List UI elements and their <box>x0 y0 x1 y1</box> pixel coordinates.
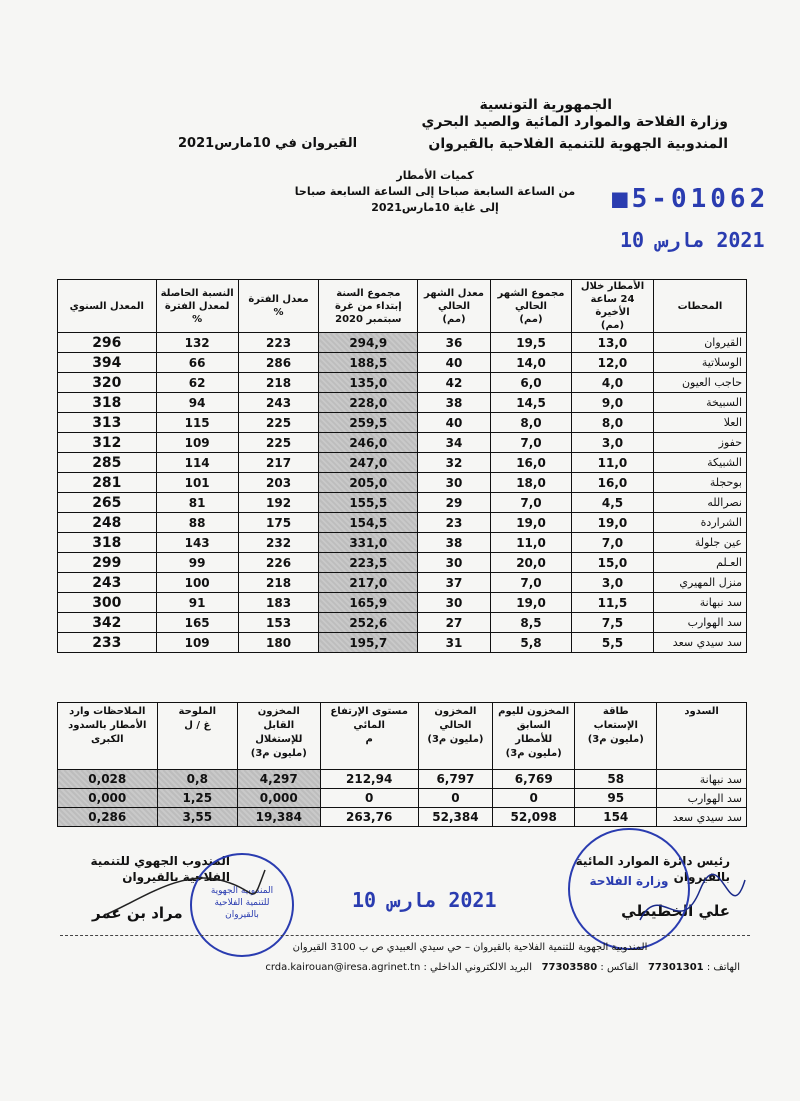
annual-avg-cell: 394 <box>58 353 157 373</box>
date-stamp-bottom: 2021 مارس 10 <box>352 888 497 912</box>
period-avg-cell: 286 <box>238 353 319 373</box>
year-total-cell: 247,0 <box>319 453 418 473</box>
month-avg-cell: 37 <box>418 573 491 593</box>
rainfall-row <box>58 533 747 553</box>
rainfall-header-row <box>58 280 747 333</box>
header-level: مستوى الإرتفاع المائي م <box>320 703 418 770</box>
ratio-cell: 99 <box>156 553 238 573</box>
ratio-cell: 94 <box>156 393 238 413</box>
dams-header-row <box>58 703 747 770</box>
salinity-cell: 0,8 <box>157 770 238 789</box>
salinity-cell: 3,55 <box>157 808 238 827</box>
right-handwritten-signature <box>630 860 750 950</box>
city-date: القيروان في 10مارس2021 <box>178 136 358 151</box>
rain24-cell: 3,0 <box>572 573 654 593</box>
rainfall-row <box>58 593 747 613</box>
rain24-cell: 16,0 <box>572 473 654 493</box>
footer-divider <box>60 935 750 936</box>
annual-avg-cell: 248 <box>58 513 157 533</box>
reference-number-stamp: ■5-01062 <box>612 184 770 214</box>
annual-avg-cell: 285 <box>58 453 157 473</box>
current-storage-cell: 52,384 <box>418 808 492 827</box>
month-avg-cell: 32 <box>418 453 491 473</box>
header-current-storage: المخزون الحالي (مليون م3) <box>418 703 492 770</box>
rain24-cell: 15,0 <box>572 553 654 573</box>
annual-avg-cell: 299 <box>58 553 157 573</box>
level-cell: 0 <box>320 789 418 808</box>
header-dams: السدود <box>657 703 747 770</box>
header-month-avg: معدل الشهر الحالي (مم) <box>418 280 491 333</box>
inflow-cell: 0,028 <box>58 770 158 789</box>
rainfall-row <box>58 413 747 433</box>
footer-email-label: البريد الالكتروني الداخلي : <box>423 962 533 973</box>
month-total-cell: 19,5 <box>490 333 571 353</box>
office-title: المندوبية الجهوية للتنمية الفلاحية بالقيروان <box>428 136 728 152</box>
ratio-cell: 101 <box>156 473 238 493</box>
year-total-cell: 155,5 <box>319 493 418 513</box>
current-storage-cell: 0 <box>418 789 492 808</box>
month-total-cell: 18,0 <box>490 473 571 493</box>
period-avg-cell: 217 <box>238 453 319 473</box>
month-total-cell: 20,0 <box>490 553 571 573</box>
footer-address: المندوبية الجهوية للتنمية الفلاحية بالقيروان – حي سيدي العبيدي ص ب 3100 القيروان <box>292 942 648 953</box>
month-avg-cell: 30 <box>418 473 491 493</box>
month-total-cell: 14,5 <box>490 393 571 413</box>
rainfall-row <box>58 513 747 533</box>
ratio-cell: 132 <box>156 333 238 353</box>
period-avg-cell: 232 <box>238 533 319 553</box>
prev-storage-cell: 6,769 <box>493 770 575 789</box>
month-avg-cell: 36 <box>418 333 491 353</box>
usable-storage-cell: 0,000 <box>238 789 320 808</box>
month-total-cell: 11,0 <box>490 533 571 553</box>
rainfall-row <box>58 493 747 513</box>
rain24-cell: 7,0 <box>572 533 654 553</box>
period-avg-cell: 218 <box>238 373 319 393</box>
rain24-cell: 19,0 <box>572 513 654 533</box>
period-avg-cell: 225 <box>238 433 319 453</box>
annual-avg-cell: 342 <box>58 613 157 633</box>
header-notes: الملاحظات وارد الأمطار بالسدود الكبرى <box>58 703 158 770</box>
rain24-cell: 8,0 <box>572 413 654 433</box>
period-avg-cell: 243 <box>238 393 319 413</box>
right-signature-title: رئيس دائرة الموارد المائية <box>575 854 730 868</box>
dam-row <box>58 770 747 789</box>
dam-row <box>58 789 747 808</box>
header-ratio: النسبة الحاصلة لمعدل الفترة % <box>156 280 238 333</box>
station-cell: نصرالله <box>653 493 746 513</box>
header-salinity: الملوحة غ / ل <box>157 703 238 770</box>
month-total-cell: 7,0 <box>490 573 571 593</box>
period-avg-cell: 180 <box>238 633 319 653</box>
footer-fax-label: الفاكس : <box>600 962 639 973</box>
header-usable-storage: المخزون القابل للإستغلال (مليون م3) <box>238 703 320 770</box>
title-line-3: إلى غاية 10مارس2021 <box>371 201 499 214</box>
month-avg-cell: 27 <box>418 613 491 633</box>
month-avg-cell: 40 <box>418 413 491 433</box>
month-avg-cell: 34 <box>418 433 491 453</box>
footer-contact <box>265 962 740 973</box>
month-total-cell: 7,0 <box>490 493 571 513</box>
annual-avg-cell: 281 <box>58 473 157 493</box>
rain24-cell: 5,5 <box>572 633 654 653</box>
year-total-cell: 228,0 <box>319 393 418 413</box>
rainfall-row <box>58 473 747 493</box>
salinity-cell: 1,25 <box>157 789 238 808</box>
rain24-cell: 3,0 <box>572 433 654 453</box>
ratio-cell: 165 <box>156 613 238 633</box>
station-cell: العـلم <box>653 553 746 573</box>
dam-name-cell: سد سيدي سعد <box>657 808 747 827</box>
year-total-cell: 195,7 <box>319 633 418 653</box>
year-total-cell: 259,5 <box>319 413 418 433</box>
month-avg-cell: 30 <box>418 593 491 613</box>
current-storage-cell: 6,797 <box>418 770 492 789</box>
ratio-cell: 81 <box>156 493 238 513</box>
rainfall-row <box>58 373 747 393</box>
prev-storage-cell: 0 <box>493 789 575 808</box>
title-line-1: كميات الأمطار <box>396 169 474 182</box>
usable-storage-cell: 4,297 <box>238 770 320 789</box>
annual-avg-cell: 296 <box>58 333 157 353</box>
right-stamp-text: وزارة الفلاحة <box>589 874 669 888</box>
month-total-cell: 14,0 <box>490 353 571 373</box>
header-stations: المحطات <box>653 280 746 333</box>
rain24-cell: 11,0 <box>572 453 654 473</box>
inflow-cell: 0,000 <box>58 789 158 808</box>
rain24-cell: 4,0 <box>572 373 654 393</box>
header-capacity: طاقة الإستعاب (مليون م3) <box>575 703 657 770</box>
rain24-cell: 9,0 <box>572 393 654 413</box>
month-total-cell: 16,0 <box>490 453 571 473</box>
capacity-cell: 58 <box>575 770 657 789</box>
ratio-cell: 109 <box>156 433 238 453</box>
usable-storage-cell: 19,384 <box>238 808 320 827</box>
annual-avg-cell: 243 <box>58 573 157 593</box>
ratio-cell: 109 <box>156 633 238 653</box>
month-total-cell: 5,8 <box>490 633 571 653</box>
rainfall-row <box>58 633 747 653</box>
station-cell: منزل المهيري <box>653 573 746 593</box>
right-signature-name: علي الخطيطي <box>621 902 730 920</box>
annual-avg-cell: 265 <box>58 493 157 513</box>
rainfall-row <box>58 333 747 353</box>
station-cell: العلا <box>653 413 746 433</box>
header-month-total: مجموع الشهر الحالي (مم) <box>490 280 571 333</box>
year-total-cell: 294,9 <box>319 333 418 353</box>
station-cell: الشراردة <box>653 513 746 533</box>
capacity-cell: 154 <box>575 808 657 827</box>
year-total-cell: 135,0 <box>319 373 418 393</box>
month-avg-cell: 23 <box>418 513 491 533</box>
month-avg-cell: 30 <box>418 553 491 573</box>
month-total-cell: 8,5 <box>490 613 571 633</box>
rain24-cell: 11,5 <box>572 593 654 613</box>
year-total-cell: 223,5 <box>319 553 418 573</box>
rainfall-row <box>58 613 747 633</box>
station-cell: السبيخة <box>653 393 746 413</box>
month-avg-cell: 40 <box>418 353 491 373</box>
annual-avg-cell: 233 <box>58 633 157 653</box>
period-avg-cell: 183 <box>238 593 319 613</box>
rain24-cell: 7,5 <box>572 613 654 633</box>
annual-avg-cell: 312 <box>58 433 157 453</box>
month-avg-cell: 42 <box>418 373 491 393</box>
station-cell: القيروان <box>653 333 746 353</box>
month-avg-cell: 29 <box>418 493 491 513</box>
ratio-cell: 91 <box>156 593 238 613</box>
period-avg-cell: 225 <box>238 413 319 433</box>
annual-avg-cell: 318 <box>58 393 157 413</box>
station-cell: سد الهوارب <box>653 613 746 633</box>
station-cell: سد نبهانة <box>653 593 746 613</box>
right-signature-subtitle: بالقيروان <box>673 870 730 884</box>
dam-name-cell: سد نبهانة <box>657 770 747 789</box>
month-total-cell: 6,0 <box>490 373 571 393</box>
period-avg-cell: 175 <box>238 513 319 533</box>
annual-avg-cell: 313 <box>58 413 157 433</box>
header-year-total: مجموع السنة إبتداء من غرة سبتمبر 2020 <box>319 280 418 333</box>
month-avg-cell: 38 <box>418 393 491 413</box>
ratio-cell: 115 <box>156 413 238 433</box>
year-total-cell: 331,0 <box>319 533 418 553</box>
left-stamp-text: المندوبية الجهوية للتنمية الفلاحية بالقيروان <box>210 886 274 920</box>
document-title <box>290 168 580 216</box>
rainfall-row <box>58 553 747 573</box>
year-total-cell: 165,9 <box>319 593 418 613</box>
period-avg-cell: 203 <box>238 473 319 493</box>
period-avg-cell: 226 <box>238 553 319 573</box>
header-annual-avg: المعدل السنوي <box>58 280 157 333</box>
annual-avg-cell: 320 <box>58 373 157 393</box>
rainfall-table <box>57 279 747 653</box>
footer-phone-label: الهاتف : <box>706 962 740 973</box>
dam-name-cell: سد الهوارب <box>657 789 747 808</box>
year-total-cell: 205,0 <box>319 473 418 493</box>
left-handwritten-signature <box>100 860 270 930</box>
prev-storage-cell: 52,098 <box>493 808 575 827</box>
month-avg-cell: 38 <box>418 533 491 553</box>
date-stamp-top: 2021 مارس 10 <box>620 228 765 252</box>
rain24-cell: 12,0 <box>572 353 654 373</box>
left-signature-name: مراد بن عمر <box>92 904 183 922</box>
title-line-2: من الساعة السابعة صباحا إلى الساعة السابعة صباحا <box>294 185 576 198</box>
footer-fax: 77303580 <box>541 962 598 973</box>
station-cell: الشبيكة <box>653 453 746 473</box>
month-total-cell: 19,0 <box>490 593 571 613</box>
year-total-cell: 154,5 <box>319 513 418 533</box>
annual-avg-cell: 318 <box>58 533 157 553</box>
rainfall-table-body <box>58 333 747 653</box>
period-avg-cell: 223 <box>238 333 319 353</box>
annual-avg-cell: 300 <box>58 593 157 613</box>
dam-row <box>58 808 747 827</box>
rainfall-row <box>58 433 747 453</box>
station-cell: عين جلولة <box>653 533 746 553</box>
rainfall-row <box>58 393 747 413</box>
rainfall-row <box>58 453 747 473</box>
rainfall-row <box>58 573 747 593</box>
ratio-cell: 62 <box>156 373 238 393</box>
year-total-cell: 246,0 <box>319 433 418 453</box>
header-prev-storage: المخزون لليوم السابق للأمطار (مليون م3) <box>493 703 575 770</box>
month-total-cell: 7,0 <box>490 433 571 453</box>
ratio-cell: 88 <box>156 513 238 533</box>
footer-phone: 77301301 <box>647 962 704 973</box>
station-cell: سد سيدي سعد <box>653 633 746 653</box>
station-cell: بوحجلة <box>653 473 746 493</box>
inflow-cell: 0,286 <box>58 808 158 827</box>
ratio-cell: 100 <box>156 573 238 593</box>
ratio-cell: 114 <box>156 453 238 473</box>
header-period-avg: معدل الفترة % <box>238 280 319 333</box>
rain24-cell: 4,5 <box>572 493 654 513</box>
republic-title: الجمهورية التونسية <box>479 97 612 113</box>
year-total-cell: 188,5 <box>319 353 418 373</box>
header-rain24: الأمطار خلال 24 ساعة الأخيرة (مم) <box>572 280 654 333</box>
ministry-title: وزارة الفلاحة والموارد المائية والصيد البحري <box>421 114 728 130</box>
month-total-cell: 8,0 <box>490 413 571 433</box>
year-total-cell: 252,6 <box>319 613 418 633</box>
dams-table-body <box>58 770 747 827</box>
dams-table <box>57 702 747 827</box>
month-avg-cell: 31 <box>418 633 491 653</box>
station-cell: حاجب العيون <box>653 373 746 393</box>
left-signature-subtitle: الفلاحية بالقيروان <box>122 870 230 884</box>
station-cell: الوسلاتية <box>653 353 746 373</box>
level-cell: 212,94 <box>320 770 418 789</box>
footer-email[interactable]: crda.kairouan@iresa.agrinet.tn <box>265 962 421 973</box>
capacity-cell: 95 <box>575 789 657 808</box>
left-signature-title: المندوب الجهوي للتنمية <box>90 854 230 868</box>
year-total-cell: 217,0 <box>319 573 418 593</box>
ratio-cell: 66 <box>156 353 238 373</box>
rainfall-row <box>58 353 747 373</box>
level-cell: 263,76 <box>320 808 418 827</box>
rain24-cell: 13,0 <box>572 333 654 353</box>
ratio-cell: 143 <box>156 533 238 553</box>
period-avg-cell: 153 <box>238 613 319 633</box>
month-total-cell: 19,0 <box>490 513 571 533</box>
period-avg-cell: 218 <box>238 573 319 593</box>
station-cell: حفوز <box>653 433 746 453</box>
period-avg-cell: 192 <box>238 493 319 513</box>
